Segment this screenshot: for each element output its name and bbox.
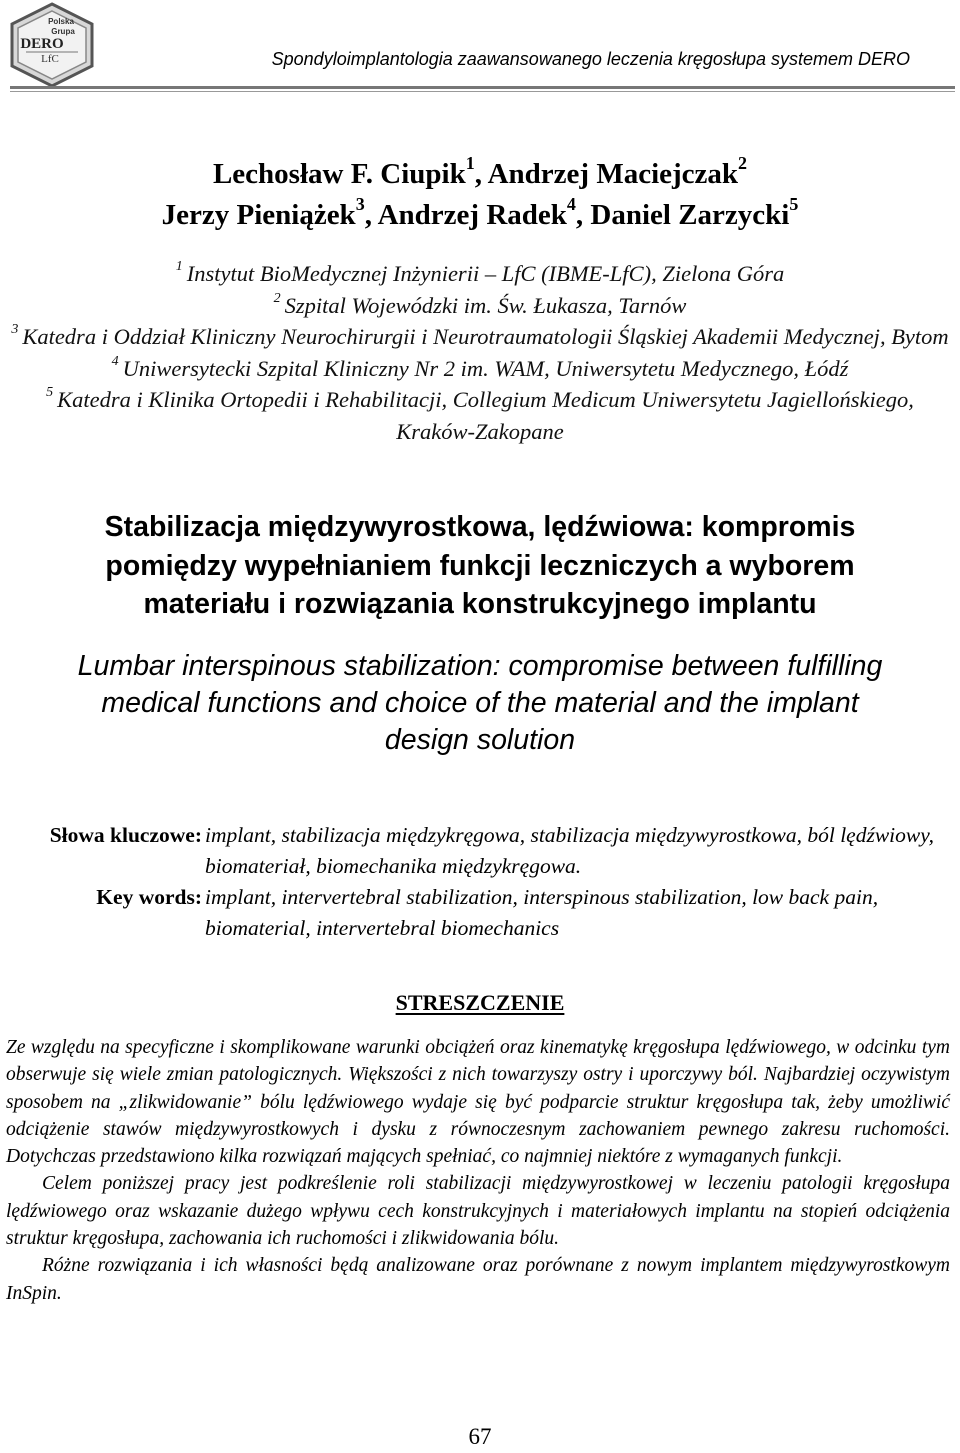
affiliation-mark: 4 <box>111 353 119 369</box>
affiliation-mark: 5 <box>46 385 54 400</box>
abstract-body <box>6 1034 950 1307</box>
affiliation <box>10 321 950 353</box>
affiliation-text: Uniwersytecki Szpital Kliniczny Nr 2 im. WAM, Uniwersytetu Medycznego, Łódź <box>122 355 849 381</box>
title-en-line: Lumbar interspinous stabilization: compromise between fulfilling <box>77 650 883 682</box>
affiliation-mark: 2 <box>273 290 281 306</box>
page-number: 67 <box>468 1424 492 1449</box>
affiliation-text: Instytut BioMedycznej Inżynierii – LfC (IBME-LfC), Zielona Góra <box>186 261 785 286</box>
logo-text-3: DERO <box>20 36 64 52</box>
header-rule-thin <box>10 91 955 92</box>
keywords-en <box>6 882 956 943</box>
abstract-paragraph-1: Ze względu na specyficzne i skomplikowane warunki obciążeń oraz kinematykę kręgosłupa lędźwiowego, w odcinku tym obserwuje się wiele zmian patologicznych. Większości z nich towarzyszy ostry i uporczywy ból. Najbardziej oczywistym sposobem na „zlikwidowanie” bólu lędźwiowego wydaje się być podparcie struktur kręgosłupa tak, żeby umożliwić odciążenie stawów międzywyrostkowych i dysku z równoczesnym zachowaniem pewnego zakresu ruchomości. Dotychczas przedstawiono kilka rozwiązań mających spełniać, co najmniej niektóre z wymaganych funkcji. <box>6 1037 950 1168</box>
title-pl-line: Stabilizacja międzywyrostkowa, lędźwiowa: kompromis <box>104 511 856 543</box>
logo-text-4: LfC <box>41 53 59 65</box>
author-name: Daniel Zarzycki <box>590 199 790 231</box>
affiliation <box>10 290 950 322</box>
keywords-pl-label: Słowa kluczowe: <box>49 823 202 847</box>
author-name: Andrzej Maciejczak <box>487 158 739 190</box>
abstract-heading: STRESZCZENIE <box>395 990 565 1015</box>
affiliation-text: Katedra i Oddział Kliniczny Neurochirurgii i Neurotraumatologii Śląskiej Akademii Medycznej, Bytom <box>22 324 949 349</box>
keywords-pl <box>6 820 956 881</box>
abstract-paragraph-3: Różne rozwiązania i ich własności będą analizowane oraz porównane z nowym implantem międzywyrostkowym InSpin. <box>6 1255 950 1304</box>
title-en-line: design solution <box>384 724 576 756</box>
title-pl-line: materiału i rozwiązania konstrukcyjnego implantu <box>143 588 817 620</box>
affiliation <box>10 353 950 385</box>
author-affiliation-mark: 5 <box>789 194 799 214</box>
affiliation-mark: 1 <box>175 259 183 274</box>
keywords-block <box>6 820 956 943</box>
affiliation-list <box>10 258 950 447</box>
keywords-en-text: implant, intervertebral stabilization, interspinous stabilization, low back pain, biomaterial, intervertebral biomechanics <box>205 885 879 940</box>
logo-text-1: Polska <box>48 17 74 26</box>
dero-logo <box>6 2 98 88</box>
author-affiliation-mark: 4 <box>566 194 576 214</box>
title-english <box>0 648 960 759</box>
logo-text-2: Grupa <box>51 27 75 36</box>
author-line-2: Jerzy Pieniążek$^3$, Andrzej Radek$^4$, Daniel Zarzycki$^5$ <box>161 194 799 231</box>
author-line-1: Lechosław F. Ciupik$^1$, Andrzej Maciejczak$^2$ <box>212 153 748 190</box>
running-title: Spondyloimplantologia zaawansowanego leczenia kręgosłupa systemem DERO <box>271 49 910 69</box>
header-rule <box>10 86 955 89</box>
title-en-line: medical functions and choice of the material and the implant <box>101 687 859 719</box>
title-pl-line: pomiędzy wypełnianiem funkcji leczniczych a wyborem <box>105 549 855 582</box>
author-affiliation-mark: 1 <box>465 153 475 173</box>
keywords-en-label: Key words: <box>96 885 202 909</box>
affiliation-mark: 3 <box>11 322 19 337</box>
affiliation <box>10 258 950 290</box>
affiliation-text: Katedra i Klinika Ortopedii i Rehabilitacji, Collegium Medicum Uniwersytetu Jagiellońskiego, Kraków-Zakopane <box>57 387 914 444</box>
affiliation-text: Szpital Wojewódzki im. Św. Łukasza, Tarnów <box>284 292 687 318</box>
author-name: Andrzej Radek <box>377 199 567 231</box>
keywords-pl-text: implant, stabilizacja międzykręgowa, stabilizacja międzywyrostkowa, ból lędźwiowy, biomateriał, biomechanika międzykręgowa. <box>205 823 934 878</box>
affiliation <box>10 384 950 447</box>
author-affiliation-mark: 2 <box>738 153 748 173</box>
author-list <box>0 154 960 236</box>
author-name: Jerzy Pieniążek <box>161 199 356 231</box>
author-affiliation-mark: 3 <box>355 194 365 214</box>
title-polish <box>0 508 960 624</box>
abstract-paragraph-2: Celem poniższej pracy jest podkreślenie roli stabilizacji międzywyrostkowej w leczeniu patologii kręgosłupa lędźwiowego oraz wskazanie dużego wpływu cech konstrukcyjnych i materiałowych implantu na stopień odciążenia struktur kręgosłupa, zachowania ich ruchomości i zlikwidowania bólu. <box>6 1173 950 1250</box>
author-name: Lechosław F. Ciupik <box>212 158 466 190</box>
